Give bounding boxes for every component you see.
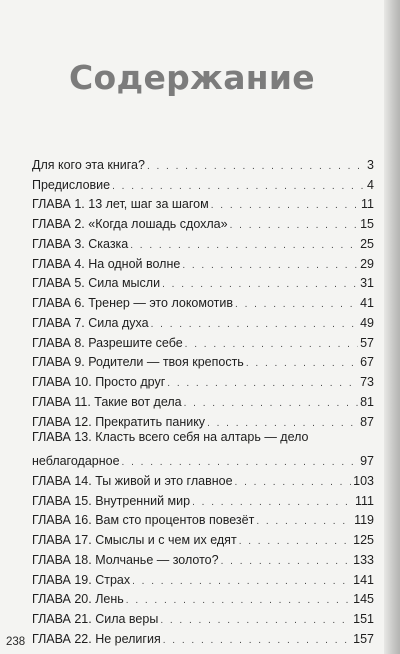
toc-entry-chapter-20 [32, 588, 374, 608]
toc-entry-chapter-11 [32, 390, 374, 410]
toc-entry-label: ГЛАВА 17. Смыслы и с чем их едят [32, 533, 237, 547]
toc-entry-page: 41 [360, 296, 374, 310]
toc-entry-label: ГЛАВА 10. Просто друг [32, 375, 166, 389]
toc-entry-label: ГЛАВА 2. «Когда лошадь сдохла» [32, 217, 228, 231]
toc-entry-foreword-audience [32, 153, 374, 173]
toc-entry-page: 87 [360, 414, 374, 429]
toc-entry-label: ГЛАВА 13. Класть всего себя на алтарь — дело [32, 429, 309, 444]
toc-entry-label: ГЛАВА 12. Прекратить панику [32, 414, 206, 429]
page-title: Содержание [69, 58, 315, 97]
toc-entry-page: 97 [360, 454, 374, 468]
toc-entry-chapter-8 [32, 331, 374, 351]
toc-entry-continuation [32, 449, 374, 469]
dot-leader [185, 339, 358, 351]
toc-entry-page: 145 [353, 592, 374, 607]
dot-leader [235, 299, 358, 311]
toc-entry-label: ГЛАВА 1. 13 лет, шаг за шагом [32, 197, 209, 212]
toc-entry-label-continuation: неблагодарное [32, 454, 120, 468]
toc-entry-page: 151 [353, 612, 374, 626]
toc-entry-chapter-2 [32, 212, 374, 232]
toc-entry-chapter-3 [32, 232, 374, 252]
dot-leader [163, 635, 351, 647]
toc-entry-label: ГЛАВА 20. Лень [32, 592, 124, 607]
dot-leader [184, 398, 358, 410]
toc-entry-label: ГЛАВА 18. Молчанье — золото? [32, 552, 219, 567]
toc-entry-chapter-19 [32, 568, 374, 588]
toc-entry-page: 3 [367, 157, 374, 172]
toc-entry-label: ГЛАВА 6. Тренер — это локомотив [32, 296, 234, 310]
toc-entry-page: 103 [353, 473, 374, 488]
toc-entry-page: 25 [360, 236, 374, 251]
toc-entry-chapter-4 [32, 252, 374, 272]
toc-entry-page: 57 [360, 335, 374, 350]
dot-leader [147, 161, 365, 173]
toc-entry-page: 111 [354, 493, 374, 508]
dot-leader [221, 556, 352, 568]
toc-entry-label: ГЛАВА 19. Страх [32, 572, 131, 587]
toc-entry-page: 67 [360, 355, 374, 370]
toc-entry-chapter-18 [32, 548, 374, 568]
toc-entry-chapter-1 [32, 193, 374, 213]
toc-entry-page: 81 [360, 394, 374, 409]
dot-leader [126, 595, 351, 607]
toc-entry-label: ГЛАВА 7. Сила духа [32, 315, 149, 330]
toc-entry-page: 4 [367, 177, 374, 192]
dot-leader [160, 615, 351, 627]
dot-leader [112, 181, 365, 193]
dot-leader [256, 516, 352, 528]
toc-entry-label: ГЛАВА 8. Разрешите себе [32, 335, 183, 350]
dot-leader [151, 319, 359, 331]
toc-entry-label: ГЛАВА 15. Внутренний мир [32, 493, 191, 508]
dot-leader [167, 378, 358, 390]
toc-entry-chapter-22 [32, 627, 374, 647]
table-of-contents [32, 153, 374, 647]
toc-entry-page: 11 [361, 197, 374, 212]
toc-entry-label: ГЛАВА 16. Вам сто процентов повезёт [32, 513, 255, 528]
toc-entry-page: 119 [354, 513, 374, 528]
dot-leader [230, 220, 359, 232]
dot-leader [122, 457, 359, 469]
toc-entry-label: ГЛАВА 22. Не религия [32, 631, 161, 646]
toc-entry-chapter-16 [32, 509, 374, 529]
dot-leader [211, 200, 359, 212]
toc-entry-preface [32, 173, 374, 193]
toc-entry-page: 157 [353, 631, 374, 646]
toc-entry-chapter-12 [32, 410, 374, 430]
toc-entry-page: 133 [353, 552, 374, 567]
toc-entry-chapter-13 [32, 430, 374, 470]
toc-entry-chapter-9 [32, 351, 374, 371]
toc-entry-chapter-6 [32, 291, 374, 311]
dot-leader [235, 477, 352, 489]
toc-entry-chapter-15 [32, 489, 374, 509]
toc-entry-chapter-14 [32, 469, 374, 489]
toc-entry-label: ГЛАВА 3. Сказка [32, 236, 129, 251]
toc-entry-page: 15 [360, 217, 374, 231]
toc-entry-page: 73 [360, 375, 374, 389]
dot-leader [132, 576, 351, 588]
toc-entry-label: ГЛАВА 11. Такие вот дела [32, 394, 182, 409]
toc-entry-label: ГЛАВА 4. На одной волне [32, 256, 181, 271]
toc-entry-chapter-10 [32, 370, 374, 390]
toc-entry-label: ГЛАВА 14. Ты живой и это главное [32, 473, 233, 488]
dot-leader [246, 358, 358, 370]
dot-leader [207, 418, 358, 430]
dot-leader [239, 536, 351, 548]
dot-leader [182, 260, 358, 272]
toc-entry-label: ГЛАВА 5. Сила мысли [32, 276, 161, 291]
toc-entry-label: ГЛАВА 9. Родители — твоя крепость [32, 355, 244, 370]
toc-entry-chapter-21 [32, 607, 374, 627]
toc-entry-label: Для кого эта книга? [32, 157, 145, 172]
toc-entry-page: 141 [353, 572, 374, 587]
toc-entry-chapter-7 [32, 311, 374, 331]
dot-leader [162, 279, 358, 291]
toc-entry-label: Предисловие [32, 177, 111, 192]
toc-entry-page: 29 [360, 256, 374, 271]
toc-entry-label: ГЛАВА 21. Сила веры [32, 612, 159, 626]
toc-entry-page: 49 [360, 315, 374, 330]
toc-entry-page: 31 [360, 276, 374, 291]
toc-entry-page: 125 [353, 533, 374, 547]
toc-entry-chapter-17 [32, 528, 374, 548]
dot-leader [192, 497, 353, 509]
toc-entry-chapter-5 [32, 272, 374, 292]
page-edge-shadow [384, 0, 400, 654]
dot-leader [130, 240, 358, 252]
page-number: 238 [6, 636, 26, 648]
